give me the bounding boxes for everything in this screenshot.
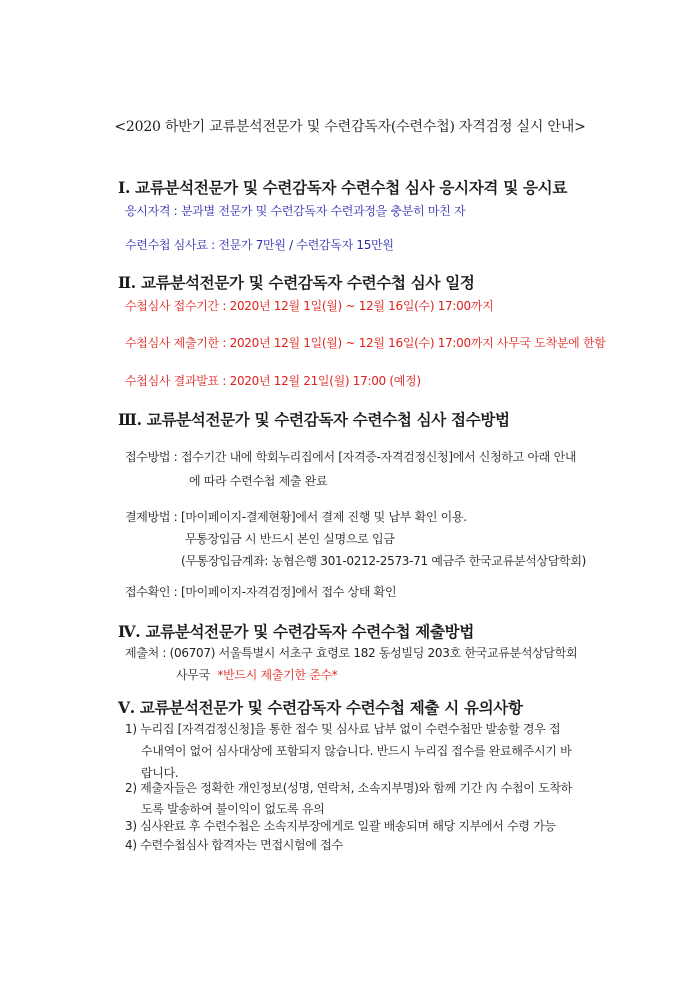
section-4-address: 제출처 : (06707) 서울특별시 서초구 효령로 182 동성빌딩 203호 한국교류분석상담학회 — [125, 646, 578, 660]
section-4-deadline-notice: *반드시 제출기한 준수* — [217, 668, 338, 682]
section-3-payment-line-1: 결제방법 : [마이페이지-결제현황]에서 결제 진행 및 납부 확인 이용. — [125, 510, 467, 524]
section-3-payment-line-2: 무통장입금 시 반드시 본인 실명으로 입금 — [185, 532, 395, 546]
section-5-note-3: 3) 심사완료 후 수련수첩은 소속지부장에게로 일괄 배송되며 해당 지부에서 수령 가능 — [125, 819, 556, 833]
section-4-office-line — [176, 666, 337, 683]
section-1-fee: 수련수첩 심사료 : 전문가 7만원 / 수련감독자 15만원 — [125, 238, 394, 252]
section-2-submission-deadline: 수첩심사 제출기한 : 2020년 12월 1일(월) ~ 12월 16일(수) 17:00까지 사무국 도착분에 한함 — [125, 336, 606, 350]
section-4-heading: Ⅳ. 교류분석전문가 및 수련감독자 수련수첩 제출방법 — [118, 622, 475, 641]
section-3-confirmation: 접수확인 : [마이페이지-자격검정]에서 접수 상태 확인 — [125, 585, 397, 599]
section-5-note-2-line-2: 도록 발송하여 불이익이 없도록 유의 — [141, 802, 325, 816]
section-3-heading: Ⅲ. 교류분석전문가 및 수련감독자 수련수첩 심사 접수방법 — [118, 410, 510, 429]
section-5-heading: Ⅴ. 교류분석전문가 및 수련감독자 수련수첩 제출 시 유의사항 — [118, 698, 523, 717]
section-1-eligibility: 응시자격 : 분과별 전문가 및 수련감독자 수련과정을 충분히 마친 자 — [125, 204, 466, 218]
section-2-heading: Ⅱ. 교류분석전문가 및 수련감독자 수련수첩 심사 일정 — [118, 273, 475, 292]
section-3-method-line-2: 에 따라 수련수첩 제출 완료 — [189, 474, 328, 488]
section-2-application-period: 수첩심사 접수기간 : 2020년 12월 1일(월) ~ 12월 16일(수) 17:00까지 — [125, 299, 494, 313]
section-5-note-2-line-1: 2) 제출자들은 정확한 개인정보(성명, 연락처, 소속지부명)와 함께 기간 內 수첩이 도착하 — [125, 781, 572, 795]
section-2-result-announcement: 수첩심사 결과발표 : 2020년 12월 21일(월) 17:00 (예정) — [125, 374, 421, 388]
section-1-heading: Ⅰ. 교류분석전문가 및 수련감독자 수련수첩 심사 응시자격 및 응시료 — [118, 178, 567, 197]
section-3-method-line-1: 접수방법 : 접수기간 내에 학회누리집에서 [자격증-자격검정신청]에서 신청하고 아래 안내 — [125, 450, 577, 464]
section-3-bank-account: (무통장입금계좌: 농협은행 301-0212-2573-71 예금주 한국교류분석상담학회) — [181, 554, 587, 568]
document-title: <2020 하반기 교류분석전문가 및 수련감독자(수련수첩) 자격검정 실시 안내> — [114, 119, 586, 135]
section-5-note-1-line-2: 수내역이 없어 심사대상에 포함되지 않습니다. 반드시 누리집 접수를 완료해주시기 바 — [141, 744, 572, 758]
section-5-note-4: 4) 수련수첩심사 합격자는 면접시험에 접수 — [125, 838, 343, 852]
section-5-note-1-line-1: 1) 누리집 [자격검정신청]을 통한 접수 및 심사료 납부 없이 수련수첩만 발송할 경우 접 — [125, 722, 561, 736]
section-5-note-1-line-3: 랍니다. — [141, 766, 179, 780]
section-4-office: 사무국 — [176, 668, 210, 682]
